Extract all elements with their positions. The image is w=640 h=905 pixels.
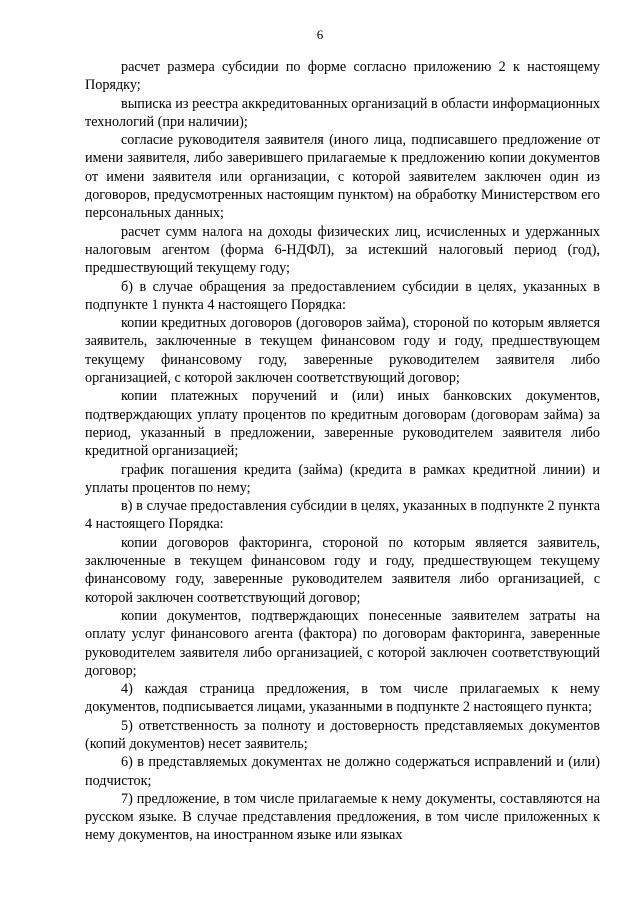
paragraph: копии договоров факторинга, стороной по которым является заявитель, заключенные в текущем финансовом году и году, предшествующем текущему финансовому году, заверенные руководителем заявителя либо организацией, с которой заключен соответствующий договор; bbox=[85, 534, 600, 606]
page-number: 6 bbox=[316, 27, 324, 42]
paragraph: 5) ответственность за полноту и достоверность представляемых документов (копий документов) несет заявитель; bbox=[85, 717, 600, 752]
paragraph: копии платежных поручений и (или) иных банковских документов, подтверждающих уплату процентов по кредитным договорам (договорам займа) за период, указанный в предложении, заверенные руководителем заявителя либо кредитной организацией; bbox=[85, 388, 600, 460]
paragraph: расчет размера субсидии по форме согласно приложению 2 к настоящему Порядку; bbox=[85, 59, 600, 94]
paragraph: б) в случае обращения за предоставлением субсидии в целях, указанных в подпункте 1 пункта 4 настоящего Порядка: bbox=[85, 278, 600, 313]
paragraph: копии документов, подтверждающих понесенные заявителем затраты на оплату услуг финансового агента (фактора) по договорам факторинга, заверенные руководителем заявителя либо организацией, с которой заключен соответствующий договор; bbox=[85, 607, 600, 679]
paragraph: 4) каждая страница предложения, в том числе прилагаемых к нему документов, подписывается лицами, указанными в подпункте 2 настоящего пункта; bbox=[85, 681, 600, 716]
paragraph: копии кредитных договоров (договоров займа), стороной по которым является заявитель, заключенные в текущем финансовом году и году, предшествующем текущему финансовому году, заверенные руководителем заявителя либо организацией, с которой заключен соответствующий договор; bbox=[85, 315, 600, 387]
paragraph: график погашения кредита (займа) (кредита в рамках кредитной линии) и уплаты процентов по нему; bbox=[85, 461, 600, 496]
paragraph: выписка из реестра аккредитованных организаций в области информационных технологий (при наличии); bbox=[85, 95, 600, 130]
paragraph: в) в случае предоставления субсидии в целях, указанных в подпункте 2 пункта 4 настоящего Порядка: bbox=[85, 498, 600, 533]
paragraph: расчет сумм налога на доходы физических лиц, исчисленных и удержанных налоговым агентом (форма 6-НДФЛ), за истекший налоговый период (год), предшествующий текущему году; bbox=[85, 223, 600, 277]
paragraph: 7) предложение, в том числе прилагаемые к нему документы, составляются на русском языке. В случае представления предложения, в том числе приложенных к нему документов, на иностранном языке или языках bbox=[85, 790, 600, 844]
paragraph: 6) в представляемых документах не должно содержаться исправлений и (или) подчисток; bbox=[85, 754, 600, 789]
paragraph: согласие руководителя заявителя (иного лица, подписавшего предложение от имени заявителя, либо заверившего прилагаемые к предложению копии документов от имени заявителя или организации, с которой заявителем заключен один из договоров, предусмотренных настоящим пунктом) на обработку Министерством его персональных данных; bbox=[85, 132, 600, 222]
document-body bbox=[85, 58, 600, 845]
